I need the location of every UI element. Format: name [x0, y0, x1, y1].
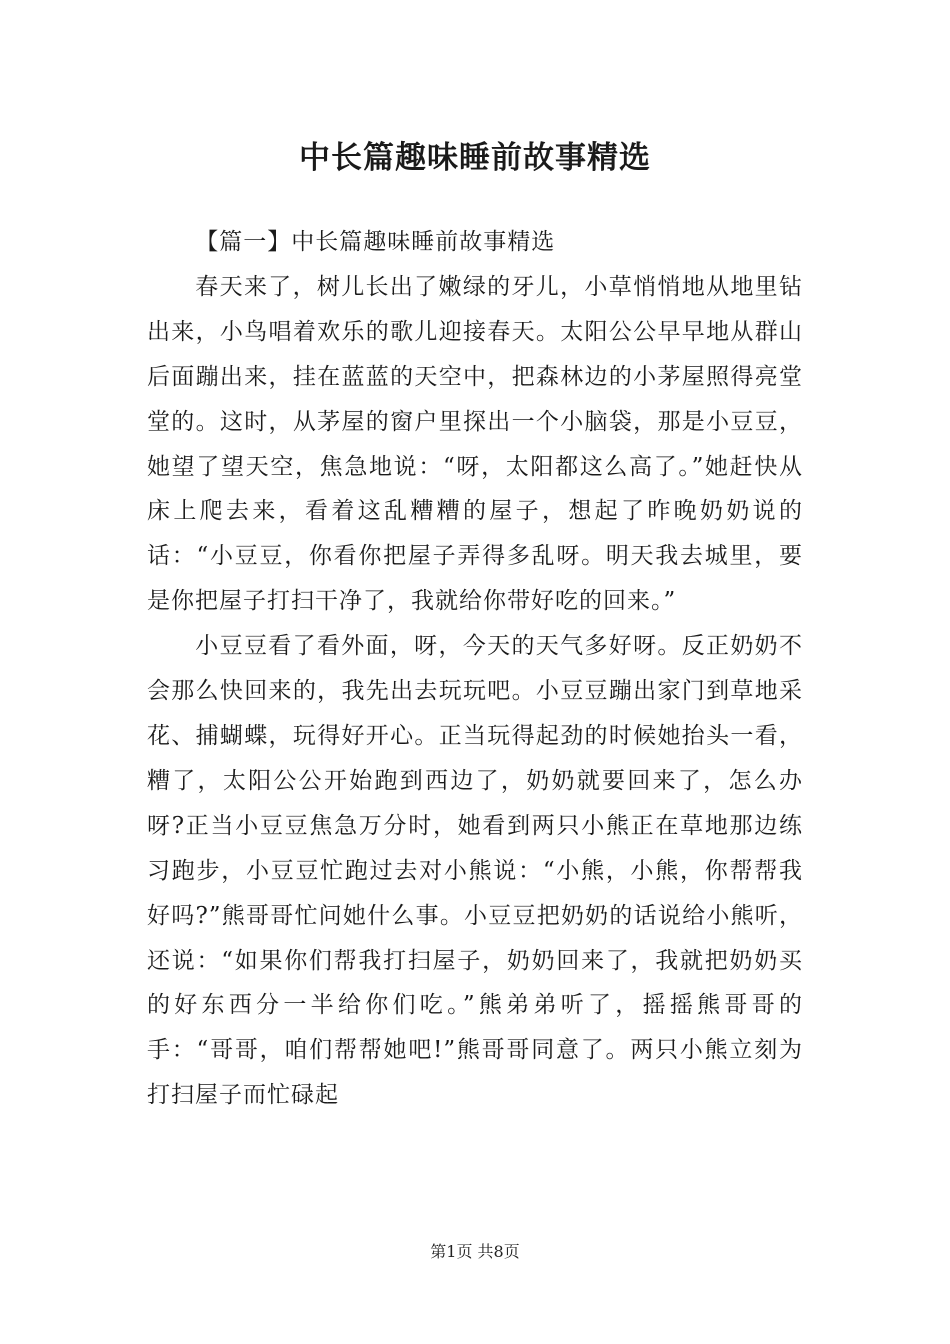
paragraph-1: 春天来了，树儿长出了嫩绿的牙儿，小草悄悄地从地里钻出来，小鸟唱着欢乐的歌儿迎接春天。太阳公公早早地从群山后面蹦出来，挂在蓝蓝的天空中，把森林边的小茅屋照得亮堂堂的。这时，从茅屋的窗户里探出一个小脑袋，那是小豆豆，她望了望天空，焦急地说：“呀，太阳都这么高了。”她赶快从床上爬去来，看着这乱糟糟的屋子，想起了昨晚奶奶说的话：“小豆豆，你看你把屋子弄得多乱呀。明天我去城里，要是你把屋子打扫干净了，我就给你带好吃的回来。”	[147, 273, 803, 615]
document-body	[147, 220, 803, 1118]
section-heading: 【篇一】中长篇趣味睡前故事精选	[195, 229, 556, 255]
page-number-footer: 第1页 共8页	[430, 1242, 520, 1261]
paragraph-2: 小豆豆看了看外面，呀，今天的天气多好呀。反正奶奶不会那么快回来的，我先出去玩玩吧。小豆豆蹦出家门到草地采花、捕蝴蝶，玩得好开心。正当玩得起劲的时候她抬头一看，糟了，太阳公公开始跑到西边了，奶奶就要回来了，怎么办呀?正当小豆豆焦急万分时，她看到两只小熊正在草地那边练习跑步，小豆豆忙跑过去对小熊说：“小熊，小熊，你帮帮我好吗?”熊哥哥忙问她什么事。小豆豆把奶奶的话说给小熊听，还说：“如果你们帮我打扫屋子，奶奶回来了，我就把奶奶买的好东西分一半给你们吃。”熊弟弟听了，摇摇熊哥哥的手：“哥哥，咱们帮帮她吧!”熊哥哥同意了。两只小熊立刻为打扫屋子而忙碌起	[147, 633, 803, 1109]
document-title: 中长篇趣味睡前故事精选	[299, 140, 651, 176]
